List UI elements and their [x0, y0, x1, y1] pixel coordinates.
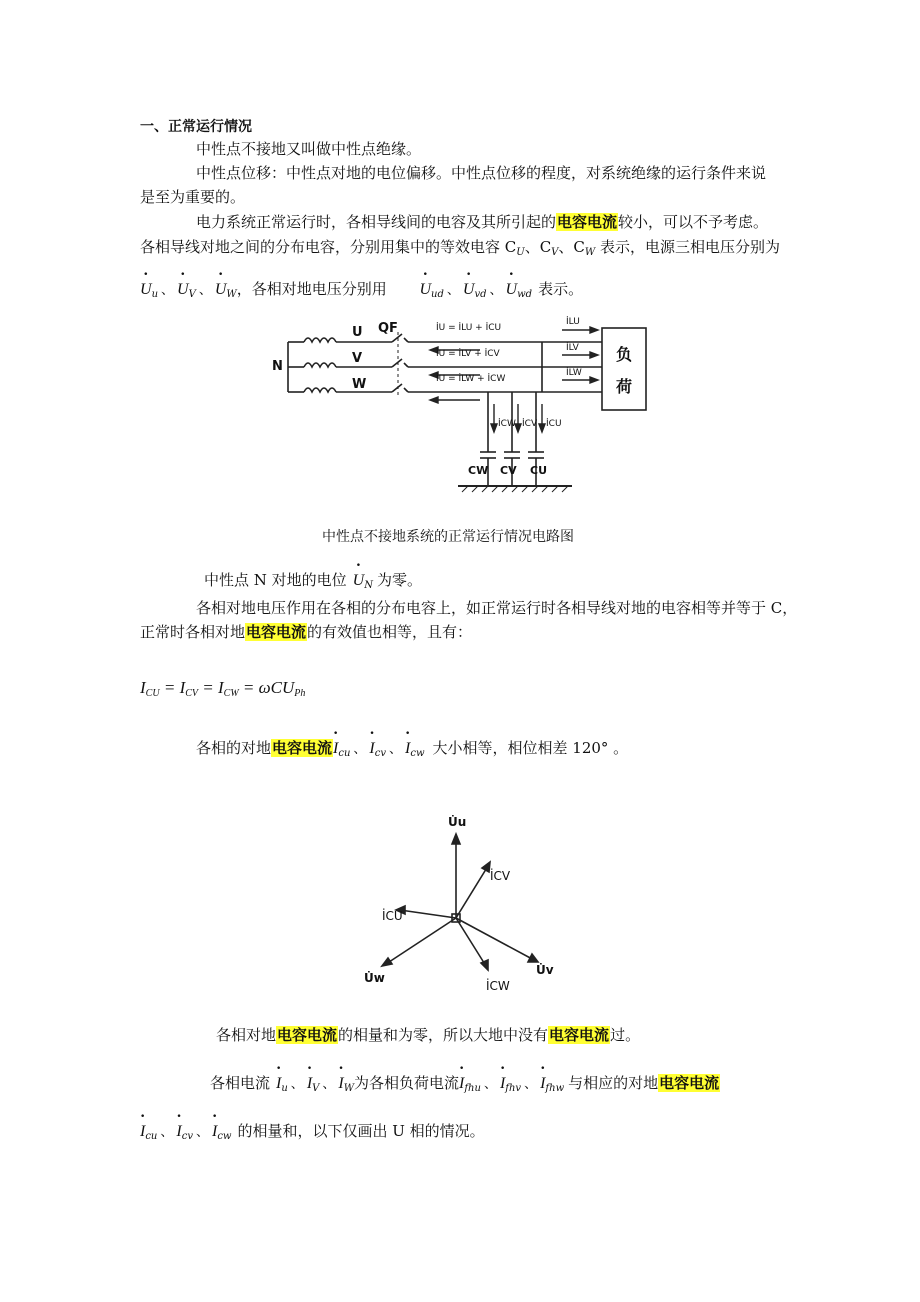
label-U: U: [352, 325, 363, 340]
label-V: V: [352, 351, 363, 366]
cap-current-1: İCW: [498, 419, 516, 429]
paragraph-5b: 正常时各相对地电容电流的有效值也相等，且有：: [140, 623, 473, 641]
phasor-Icu: İCU: [382, 909, 403, 923]
paragraph-3c: · $U_u$ 、· $U_V$ 、· $U_W$，各相对地电压分别用 · $U_{ud}$ 、· $U_{vd}$ 、· $U_{wd}$ 表示。: [140, 278, 583, 300]
cap-current-2: İCV: [522, 419, 538, 429]
highlight-capacitive-current: 电容电流: [272, 739, 333, 757]
highlight-capacitive-current: 电容电流: [277, 1026, 338, 1044]
phasor-Uw: U̇w: [364, 971, 385, 985]
out-current-3: İLW: [566, 368, 582, 378]
branch-eq-1: İU = İLU + İCU: [436, 323, 502, 333]
branch-eq-3: İU = İLW + İCW: [436, 374, 506, 384]
phasor-Icv: İCV: [490, 869, 511, 883]
paragraph-6: 各相的对地电容电流· $I_{cu}$ 、· $I_{cv}$ 、· $I_{cw}$ 大小相等，相位相差 120° 。: [196, 737, 628, 759]
branch-eq-2: İU = İLV + İCV: [436, 349, 500, 359]
cap-label-2: CV: [500, 464, 517, 477]
paragraph-4: 中性点 N 对地的电位· $U_N$ 为零。: [204, 569, 422, 591]
equation-capacitive-current: $I_{CU} = I_{CV} = I_{CW} = \omega CU_{Ph}$: [140, 678, 306, 699]
paragraph-3a: 电力系统正常运行时，各相导线间的电容及其所引起的电容电流较小，可以不予考虑。: [196, 213, 769, 231]
phasor-Uv: U̇v: [536, 963, 554, 977]
circuit-diagram: [262, 308, 662, 498]
cap-label-1: CW: [468, 464, 489, 477]
highlight-capacitive-current: 电容电流: [246, 623, 307, 641]
paragraph-1: 中性点不接地又叫做中性点绝缘。: [196, 140, 422, 158]
paragraph-3b: 各相导线对地之间的分布电容，分别用集中的等效电容 $C_U$、$C_V$、$C_W$ 表示，电源三相电压分别为: [140, 238, 780, 258]
section-heading: 一、正常运行情况: [140, 119, 252, 135]
label-W: W: [352, 377, 367, 392]
out-current-2: İLV: [566, 343, 579, 353]
paragraph-9: · $I_{cu}$ 、· $I_{cv}$ 、· $I_{cw}$ 的相量和，以下仅画出 U 相的情况。: [140, 1120, 485, 1142]
load-label-2: 荷: [616, 377, 633, 396]
paragraph-2b: 是至为重要的。: [140, 188, 246, 206]
highlight-capacitive-current: 电容电流: [659, 1074, 720, 1092]
cap-label-3: CU: [530, 464, 548, 477]
cap-current-3: İCU: [546, 419, 562, 429]
label-QF: QF: [378, 321, 398, 336]
phasor-diagram: [360, 806, 580, 1006]
phasor-Uu: U̇u: [448, 815, 467, 829]
phasor-Icw: İCW: [486, 979, 510, 993]
out-current-1: İLU: [566, 317, 580, 327]
circuit-caption: 中性点不接地系统的正常运行情况电路图: [322, 529, 574, 545]
paragraph-8: 各相电流· $I_u$ 、· $I_V$ 、· $I_W$为各相负荷电流· $I_{fhu}$ 、· $I_{fhv}$ 、· $I_{fhw}$ 与相应的对地电容电流: [210, 1072, 720, 1094]
load-label-1: 负: [616, 345, 633, 364]
highlight-capacitive-current: 电容电流: [557, 213, 618, 231]
highlight-capacitive-current: 电容电流: [549, 1026, 610, 1044]
paragraph-2a: 中性点位移：中性点对地的电位偏移。中性点位移的程度，对系统绝缘的运行条件来说: [196, 164, 767, 182]
label-N: N: [272, 359, 283, 374]
paragraph-5a: 各相对地电压作用在各相的分布电容上，如正常运行时各相导线对地的电容相等并等于 C，: [196, 599, 798, 617]
paragraph-7: 各相对地电容电流的相量和为零，所以大地中没有电容电流过。: [216, 1026, 641, 1044]
